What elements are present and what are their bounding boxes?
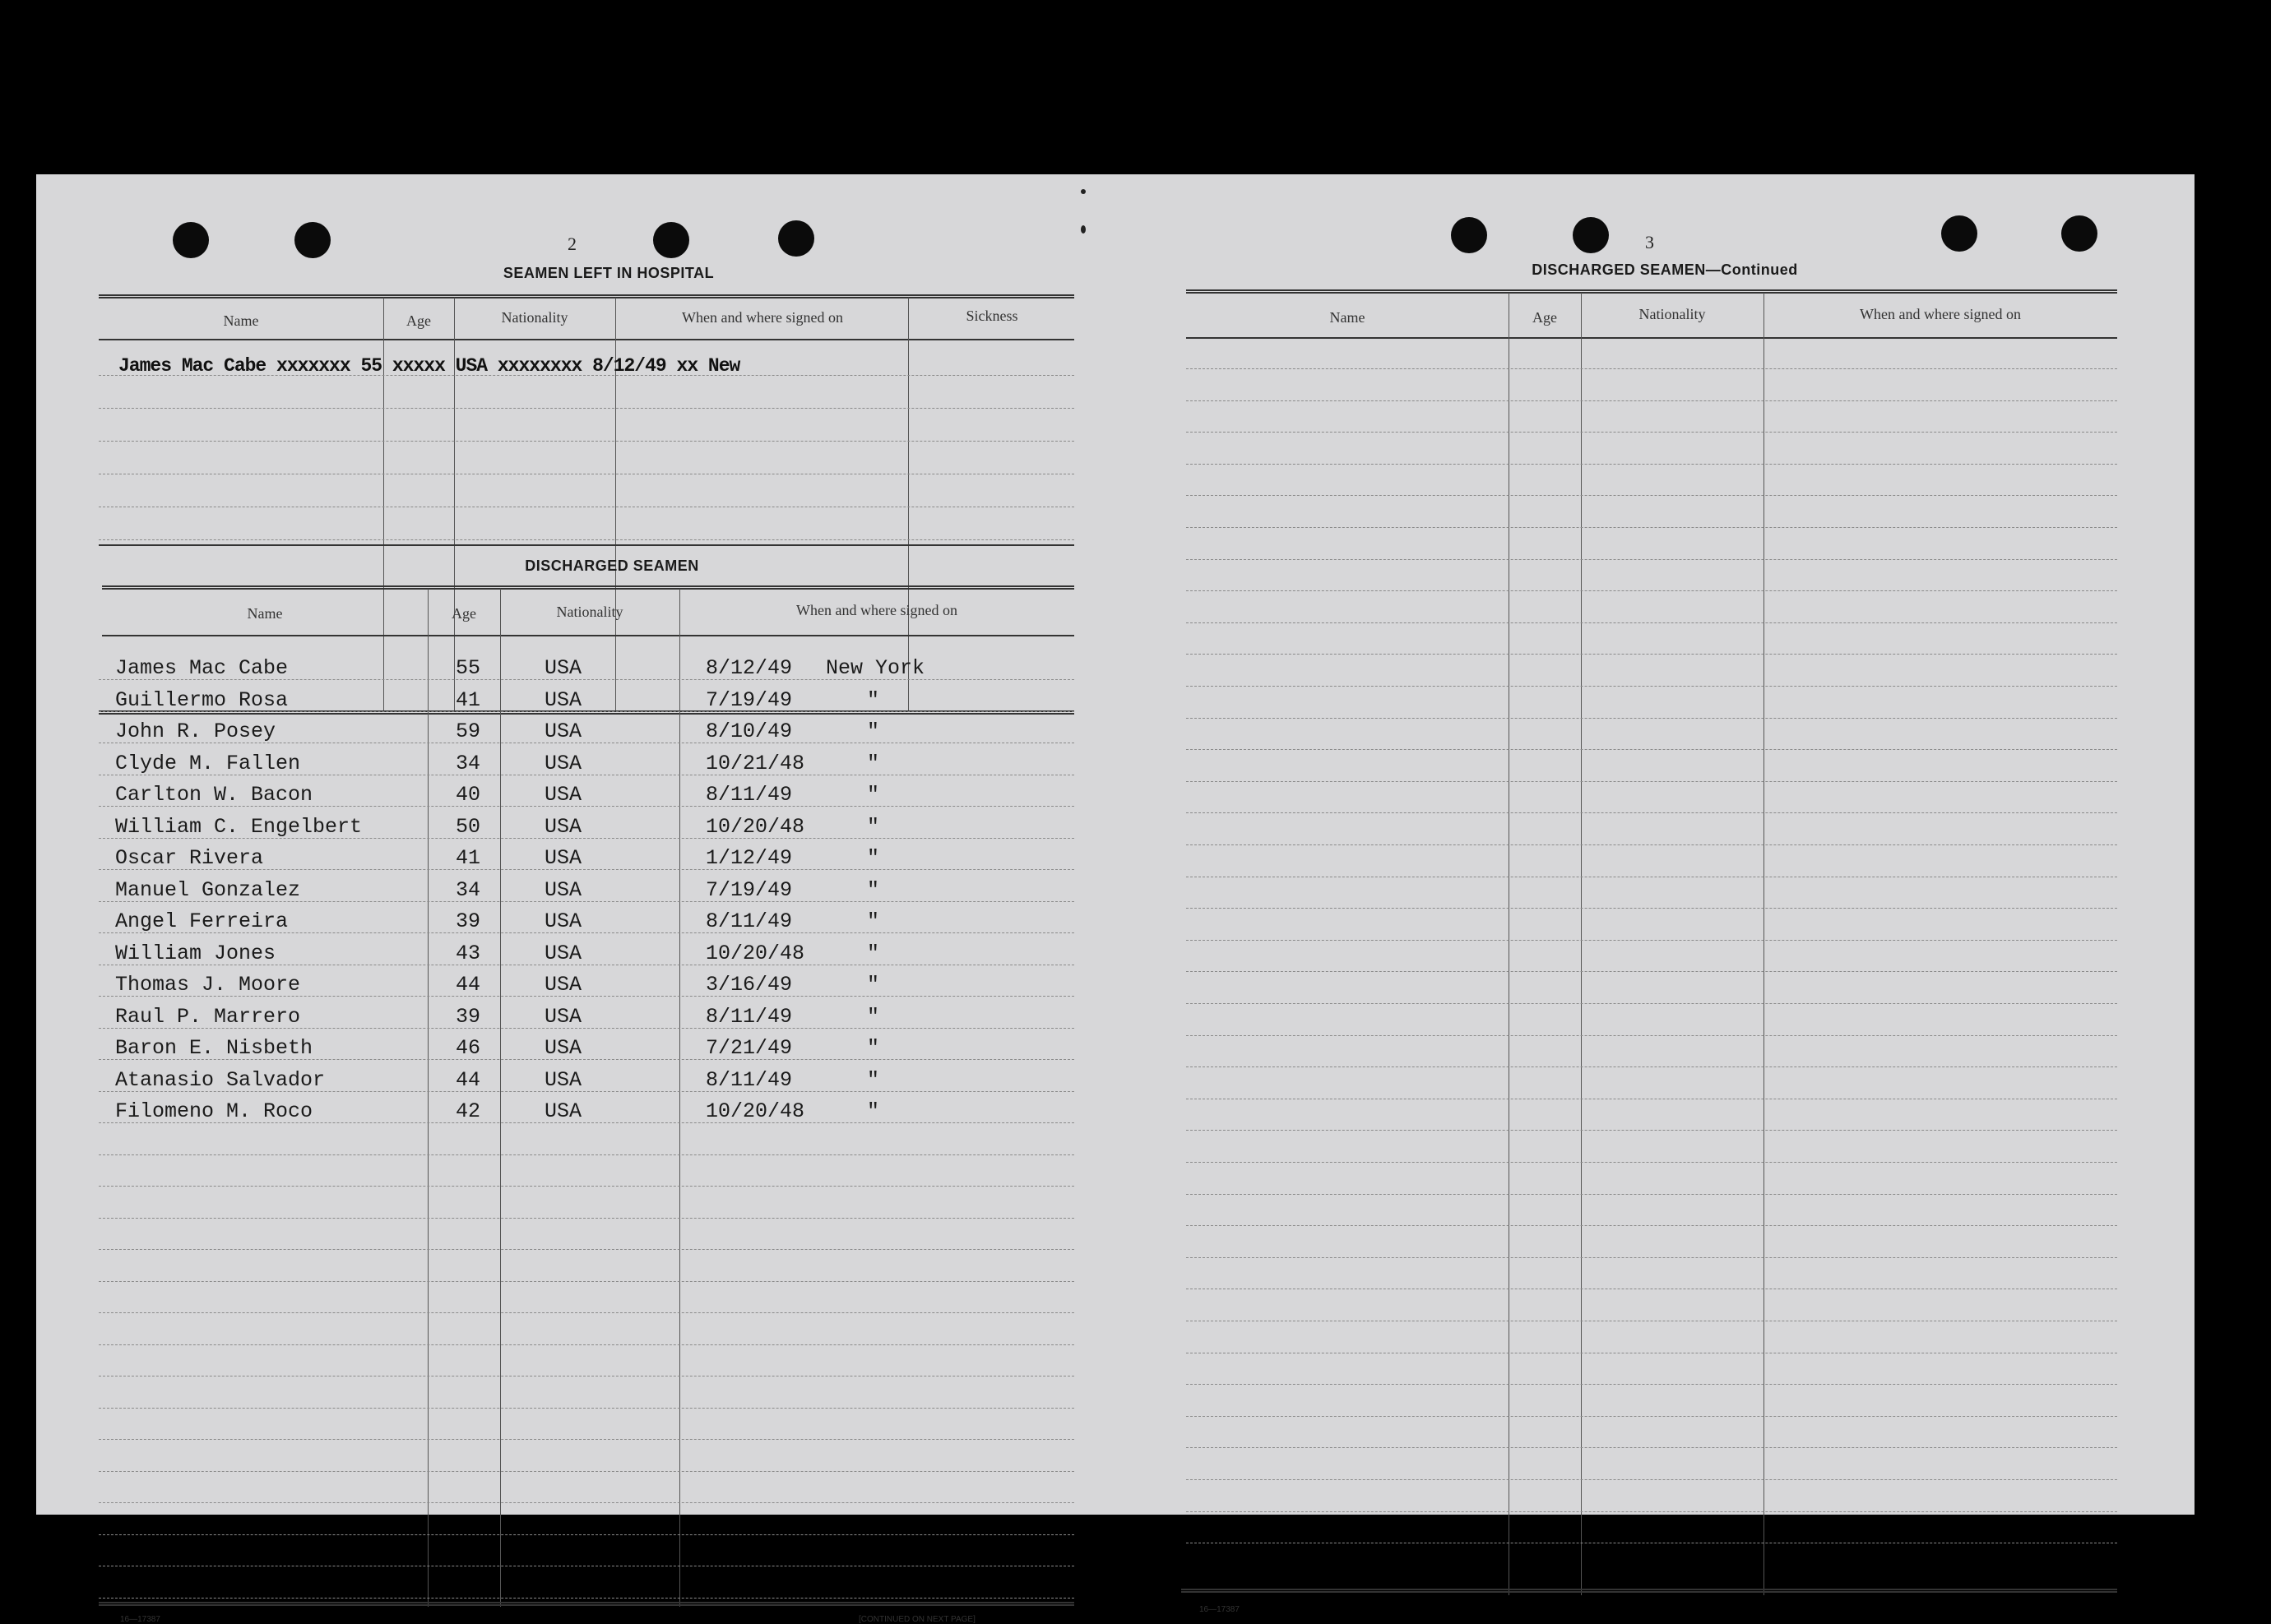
- seaman-age: 39: [456, 1004, 481, 1029]
- seaman-age: 59: [456, 719, 481, 743]
- row-line: [99, 1186, 1074, 1187]
- punch-hole: [653, 222, 689, 258]
- row-line: [1186, 495, 2117, 496]
- row-line: [99, 1502, 1074, 1503]
- hospital-top-rule: [99, 294, 1074, 298]
- signed-on-place: ": [867, 1004, 880, 1029]
- signed-on-date: 3/16/49: [706, 973, 793, 997]
- seaman-name: Raul P. Marrero: [115, 1004, 301, 1029]
- row-line: [1186, 432, 2117, 433]
- seaman-nationality: USA: [545, 783, 582, 807]
- column-divider: [1581, 293, 1582, 1595]
- signed-on-date: 10/20/48: [706, 1099, 805, 1123]
- col-header-age: Age: [452, 605, 476, 622]
- signed-on-date: 8/10/49: [706, 719, 793, 743]
- signed-on-place: ": [867, 751, 880, 775]
- col-header-age: Age: [406, 312, 431, 329]
- punch-hole: [1451, 217, 1487, 253]
- row-line: [1186, 1225, 2117, 1226]
- punch-hole: [173, 222, 209, 258]
- row-line: [1186, 1384, 2117, 1385]
- seaman-name: James Mac Cabe: [115, 656, 289, 680]
- seaman-nationality: USA: [545, 1036, 582, 1060]
- row-line: [1186, 718, 2117, 719]
- signed-on-date: 10/20/48: [706, 814, 805, 839]
- seaman-age: 44: [456, 973, 481, 997]
- discharged-header-rule: [102, 635, 1074, 636]
- punch-hole: [778, 220, 814, 257]
- signed-on-date: 10/21/48: [706, 751, 805, 775]
- row-line: [99, 1281, 1074, 1282]
- col-header-sickness: Sickness: [966, 308, 1018, 324]
- signed-on-date: 8/11/49: [706, 1004, 793, 1029]
- col-header-name: Name: [223, 312, 259, 329]
- row-line: [1186, 844, 2117, 845]
- seaman-nationality: USA: [545, 1099, 582, 1123]
- row-line: [1186, 1511, 2117, 1512]
- signed-on-place: ": [867, 1099, 880, 1123]
- seaman-nationality: USA: [545, 1004, 582, 1029]
- right-top-rule: [1186, 289, 2117, 294]
- seaman-nationality: USA: [545, 656, 582, 680]
- seaman-name: Angel Ferreira: [115, 909, 289, 933]
- signed-on-date: 7/19/49: [706, 687, 793, 712]
- row-line: [1186, 527, 2117, 528]
- page-number-right: 3: [1645, 232, 1654, 252]
- signed-on-place: ": [867, 814, 880, 839]
- seaman-age: 50: [456, 814, 481, 839]
- seaman-age: 39: [456, 909, 481, 933]
- row-line: [1186, 686, 2117, 687]
- seaman-age: 34: [456, 751, 481, 775]
- col-header-age: Age: [1532, 309, 1557, 326]
- signed-on-place: ": [867, 719, 880, 743]
- row-line: [1186, 654, 2117, 655]
- col-header-signed-on: When and where signed on: [682, 309, 843, 326]
- right-bottom-rule: [1181, 1589, 2117, 1593]
- row-line: [1186, 781, 2117, 782]
- hospital-header-rule: [99, 339, 1074, 340]
- row-line: [1186, 1479, 2117, 1480]
- row-line: [1186, 971, 2117, 972]
- row-line: [1186, 1130, 2117, 1131]
- punch-hole: [1573, 217, 1609, 253]
- signed-on-date: 8/12/49: [706, 656, 793, 680]
- signed-on-place: ": [867, 687, 880, 712]
- seaman-name: Clyde M. Fallen: [115, 751, 301, 775]
- row-line: [1186, 559, 2117, 560]
- right-section-title: DISCHARGED SEAMEN—Continued: [1532, 261, 1798, 278]
- row-line: [1186, 1003, 2117, 1004]
- row-line: [1186, 368, 2117, 369]
- signed-on-date: 10/20/48: [706, 941, 805, 965]
- page-number-left: 2: [568, 234, 577, 254]
- hospital-section-title: SEAMEN LEFT IN HOSPITAL: [503, 265, 715, 281]
- discharged-section-title: DISCHARGED SEAMEN: [525, 558, 699, 574]
- hospital-bottom-rule: [99, 544, 1074, 546]
- seaman-name: Manuel Gonzalez: [115, 877, 301, 902]
- signed-on-date: 8/11/49: [706, 1067, 793, 1092]
- discharged-top-rule: [102, 585, 1074, 590]
- col-header-name: Name: [1329, 309, 1365, 326]
- seaman-name: Carlton W. Bacon: [115, 783, 313, 807]
- row-line: [1186, 1447, 2117, 1448]
- right-header-rule: [1186, 337, 2117, 339]
- seaman-nationality: USA: [545, 687, 582, 712]
- seaman-age: 41: [456, 846, 481, 870]
- seaman-name: William Jones: [115, 941, 276, 965]
- col-header-nationality: Nationality: [501, 309, 568, 326]
- signed-on-place: New York: [826, 656, 925, 680]
- col-header-nationality: Nationality: [556, 604, 623, 620]
- paper-speck: [1081, 189, 1086, 194]
- row-line: [1186, 1035, 2117, 1036]
- row-line: [1186, 940, 2117, 941]
- row-line: [1186, 1194, 2117, 1195]
- signed-on-date: 8/11/49: [706, 909, 793, 933]
- seaman-name: Filomeno M. Roco: [115, 1099, 313, 1123]
- row-line: [1186, 1416, 2117, 1417]
- row-line: [1186, 400, 2117, 401]
- row-line: [1186, 1066, 2117, 1067]
- column-divider: [500, 589, 501, 1607]
- seaman-name: Baron E. Nisbeth: [115, 1036, 313, 1060]
- seaman-age: 43: [456, 941, 481, 965]
- row-line: [1186, 812, 2117, 813]
- paper-speck: [1081, 225, 1086, 234]
- seaman-name: John R. Posey: [115, 719, 276, 743]
- seaman-nationality: USA: [545, 941, 582, 965]
- seaman-name: Guillermo Rosa: [115, 687, 289, 712]
- row-line: [99, 1439, 1074, 1440]
- manifest-sheet: [36, 174, 2195, 1624]
- seaman-nationality: USA: [545, 877, 582, 902]
- row-line: [99, 1598, 1074, 1599]
- row-line: [99, 1534, 1074, 1535]
- punch-hole: [1941, 215, 1977, 252]
- col-header-signed-on: When and where signed on: [796, 602, 957, 618]
- column-divider: [679, 589, 680, 1607]
- seaman-nationality: USA: [545, 814, 582, 839]
- row-line: [1186, 464, 2117, 465]
- signed-on-date: 8/11/49: [706, 783, 793, 807]
- row-line: [1186, 1162, 2117, 1163]
- row-line: [1186, 749, 2117, 750]
- row-line: [99, 1154, 1074, 1155]
- seaman-age: 55: [456, 656, 481, 680]
- column-divider: [908, 298, 909, 710]
- signed-on-place: ": [867, 909, 880, 933]
- row-line: [99, 1312, 1074, 1313]
- row-line: [99, 1218, 1074, 1219]
- seaman-nationality: USA: [545, 973, 582, 997]
- row-line: [1186, 590, 2117, 591]
- discharged-bottom-rule: [99, 1602, 1074, 1606]
- seaman-age: 40: [456, 783, 481, 807]
- punch-hole: [2061, 215, 2097, 252]
- signed-on-place: ": [867, 846, 880, 870]
- col-header-signed-on: When and where signed on: [1860, 306, 2021, 322]
- seaman-age: 34: [456, 877, 481, 902]
- seaman-age: 41: [456, 687, 481, 712]
- punch-hole: [294, 222, 331, 258]
- signed-on-place: ": [867, 1036, 880, 1060]
- signed-on-date: 1/12/49: [706, 846, 793, 870]
- seaman-nationality: USA: [545, 909, 582, 933]
- seaman-age: 42: [456, 1099, 481, 1123]
- form-number-right: 16—17387: [1199, 1605, 1240, 1614]
- signed-on-place: ": [867, 1067, 880, 1092]
- signed-on-place: ": [867, 877, 880, 902]
- seaman-age: 46: [456, 1036, 481, 1060]
- seaman-nationality: USA: [545, 846, 582, 870]
- signed-on-place: ": [867, 941, 880, 965]
- row-line: [99, 1249, 1074, 1250]
- row-line: [99, 1471, 1074, 1472]
- row-line: [99, 408, 1074, 409]
- row-line: [1186, 1257, 2117, 1258]
- signed-on-date: 7/19/49: [706, 877, 793, 902]
- seaman-nationality: USA: [545, 1067, 582, 1092]
- signed-on-place: ": [867, 783, 880, 807]
- form-number-left: 16—17387: [120, 1615, 160, 1624]
- continued-note: [CONTINUED ON NEXT PAGE]: [859, 1615, 976, 1624]
- row-line: [99, 539, 1074, 540]
- struck-hospital-entry: James Mac Cabe xxxxxxx 55 xxxxx USA xxxxxxxx 8/12/49 xx New: [118, 355, 740, 377]
- col-header-name: Name: [247, 605, 283, 622]
- row-line: [1186, 908, 2117, 909]
- column-divider: [428, 589, 429, 1607]
- seaman-name: William C. Engelbert: [115, 814, 363, 839]
- seaman-name: Thomas J. Moore: [115, 973, 301, 997]
- row-line: [1186, 622, 2117, 623]
- row-line: [99, 441, 1074, 442]
- seaman-name: Oscar Rivera: [115, 846, 264, 870]
- row-line: [99, 1408, 1074, 1409]
- row-line: [99, 1344, 1074, 1345]
- col-header-nationality: Nationality: [1638, 306, 1706, 322]
- signed-on-date: 7/21/49: [706, 1036, 793, 1060]
- seaman-age: 44: [456, 1067, 481, 1092]
- seaman-nationality: USA: [545, 719, 582, 743]
- seaman-name: Atanasio Salvador: [115, 1067, 326, 1092]
- seaman-nationality: USA: [545, 751, 582, 775]
- signed-on-place: ": [867, 973, 880, 997]
